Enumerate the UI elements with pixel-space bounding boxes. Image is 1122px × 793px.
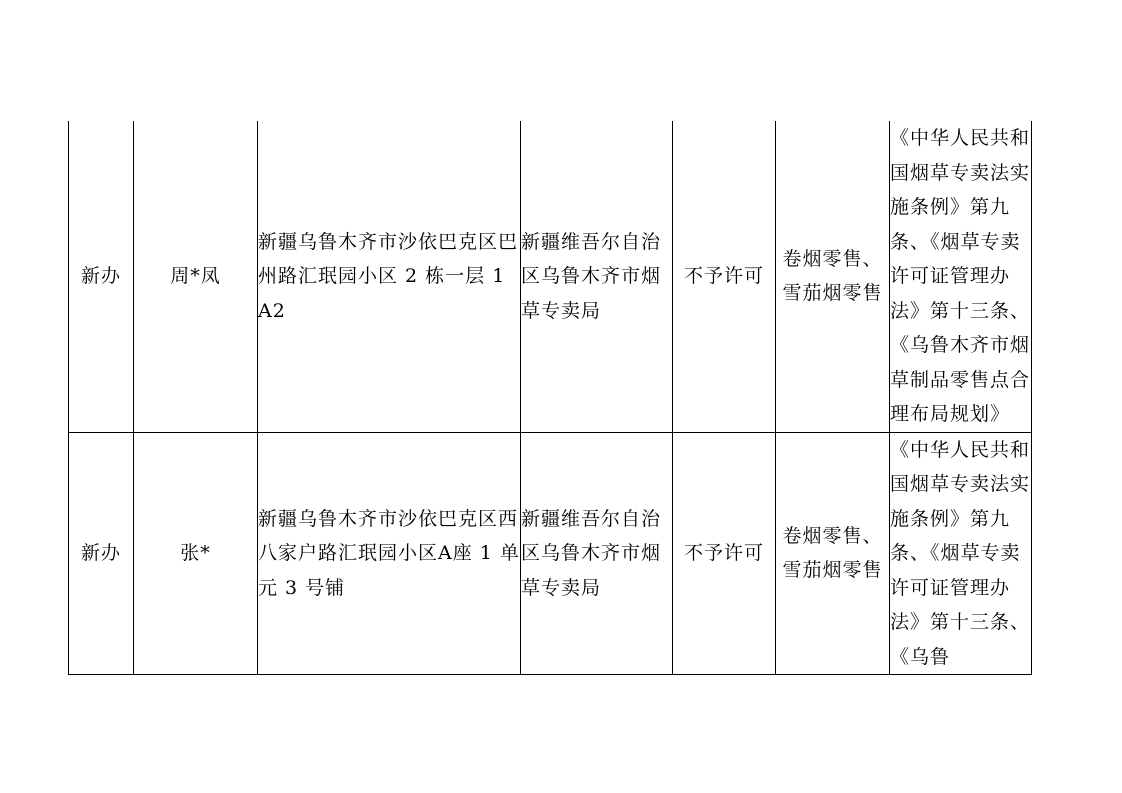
table-row [69,121,1032,432]
legal-basis-cell: 《中华人民共和国烟草专卖法实施条例》第九条、《烟草专卖许可证管理办法》第十三条、《乌鲁 [890,432,1032,675]
business-scope-cell: 卷烟零售、雪茄烟零售 [776,432,890,675]
business-scope-cell: 卷烟零售、雪茄烟零售 [776,121,890,432]
license-decision-table [68,121,1032,675]
applicant-name-cell: 周*凤 [134,121,258,432]
application-type-cell: 新办 [69,121,134,432]
decision-cell: 不予许可 [673,121,776,432]
issuing-authority-cell: 新疆维吾尔自治区乌鲁木齐市烟草专卖局 [521,432,673,675]
legal-basis-cell: 《中华人民共和国烟草专卖法实施条例》第九条、《烟草专卖许可证管理办法》第十三条、《乌鲁木齐市烟草制品零售点合理布局规划》 [890,121,1032,432]
business-address-cell: 新疆乌鲁木齐市沙依巴克区西八家户路汇珉园小区A座 1 单元 3 号铺 [258,432,521,675]
applicant-name-cell: 张* [134,432,258,675]
business-address-cell: 新疆乌鲁木齐市沙依巴克区巴州路汇珉园小区 2 栋一层 1A2 [258,121,521,432]
decision-cell: 不予许可 [673,432,776,675]
table-row [69,432,1032,675]
issuing-authority-cell: 新疆维吾尔自治区乌鲁木齐市烟草专卖局 [521,121,673,432]
application-type-cell: 新办 [69,432,134,675]
